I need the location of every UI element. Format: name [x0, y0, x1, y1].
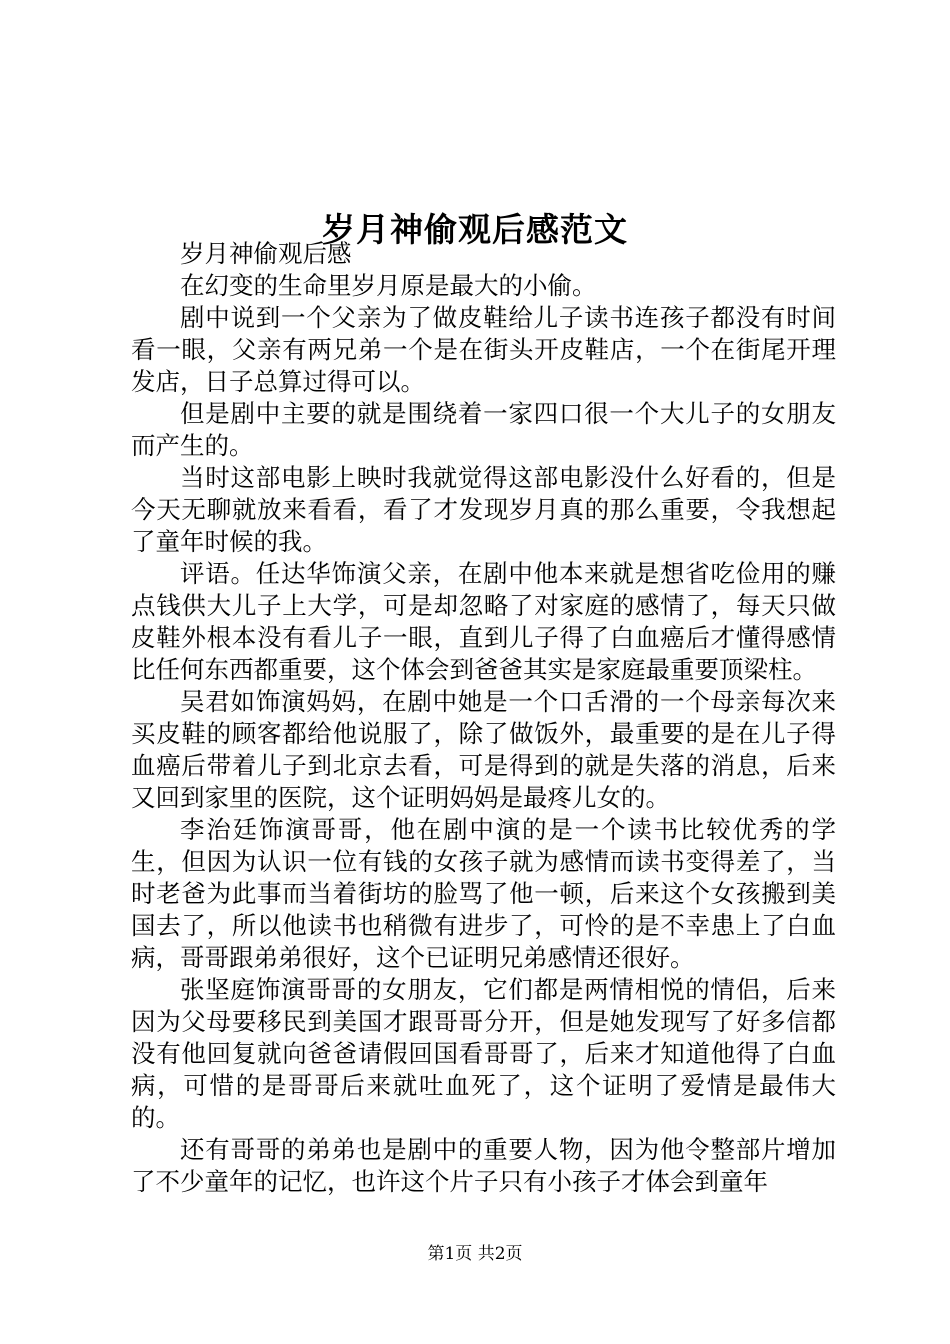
paragraph: 还有哥哥的弟弟也是剧中的重要人物，因为他令整部片增加了不少童年的记忆，也许这个片子只有小孩子才体会到童年	[131, 1135, 836, 1196]
paragraph: 在幻变的生命里岁月原是最大的小偷。	[180, 271, 597, 300]
paragraph: 张坚庭饰演哥哥的女朋友，它们都是两情相悦的情侣，后来因为父母要移民到美国才跟哥哥分开，但是她发现写了好多信都没有他回复就向爸爸请假回国看哥哥了，后来才知道他得了白血病，可惜的是哥哥后来就吐血死了，这个证明了爱情是最伟大的。	[131, 975, 836, 1132]
page-footer: 第1页 共2页	[427, 1244, 523, 1264]
paragraph: 但是剧中主要的就是围绕着一家四口很一个大儿子的女朋友而产生的。	[131, 399, 836, 460]
paragraph-subtitle: 岁月神偷观后感	[180, 239, 352, 268]
paragraph: 当时这部电影上映时我就觉得这部电影没什么好看的，但是今天无聊就放来看看，看了才发现岁月真的那么重要，令我想起了童年时候的我。	[131, 463, 836, 556]
paragraph: 李治廷饰演哥哥，他在剧中演的是一个读书比较优秀的学生，但因为认识一位有钱的女孩子就为感情而读书变得差了，当时老爸为此事而当着街坊的脸骂了他一顿，后来这个女孩搬到美国去了，所以他读书也稍微有进步了，可怜的是不幸患上了白血病，哥哥跟弟弟很好，这个已证明兄弟感情还很好。	[131, 815, 836, 972]
paragraph: 吴君如饰演妈妈，在剧中她是一个口舌滑的一个母亲每次来买皮鞋的顾客都给他说服了，除了做饭外，最重要的是在儿子得血癌后带着儿子到北京去看，可是得到的就是失落的消息，后来又回到家里的医院，这个证明妈妈是最疼儿女的。	[131, 687, 836, 812]
document-title: 岁月神偷观后感范文	[322, 210, 628, 250]
paragraph: 剧中说到一个父亲为了做皮鞋给儿子读书连孩子都没有时间看一眼，父亲有两兄弟一个是在街头开皮鞋店，一个在街尾开理发店，日子总算过得可以。	[131, 303, 836, 396]
paragraph: 评语。任达华饰演父亲，在剧中他本来就是想省吃俭用的赚点钱供大儿子上大学，可是却忽略了对家庭的感情了，每天只做皮鞋外根本没有看儿子一眼，直到儿子得了白血癌后才懂得感情比任何东西都重要，这个体会到爸爸其实是家庭最重要顶梁柱。	[131, 559, 836, 684]
document-body	[131, 238, 836, 1198]
